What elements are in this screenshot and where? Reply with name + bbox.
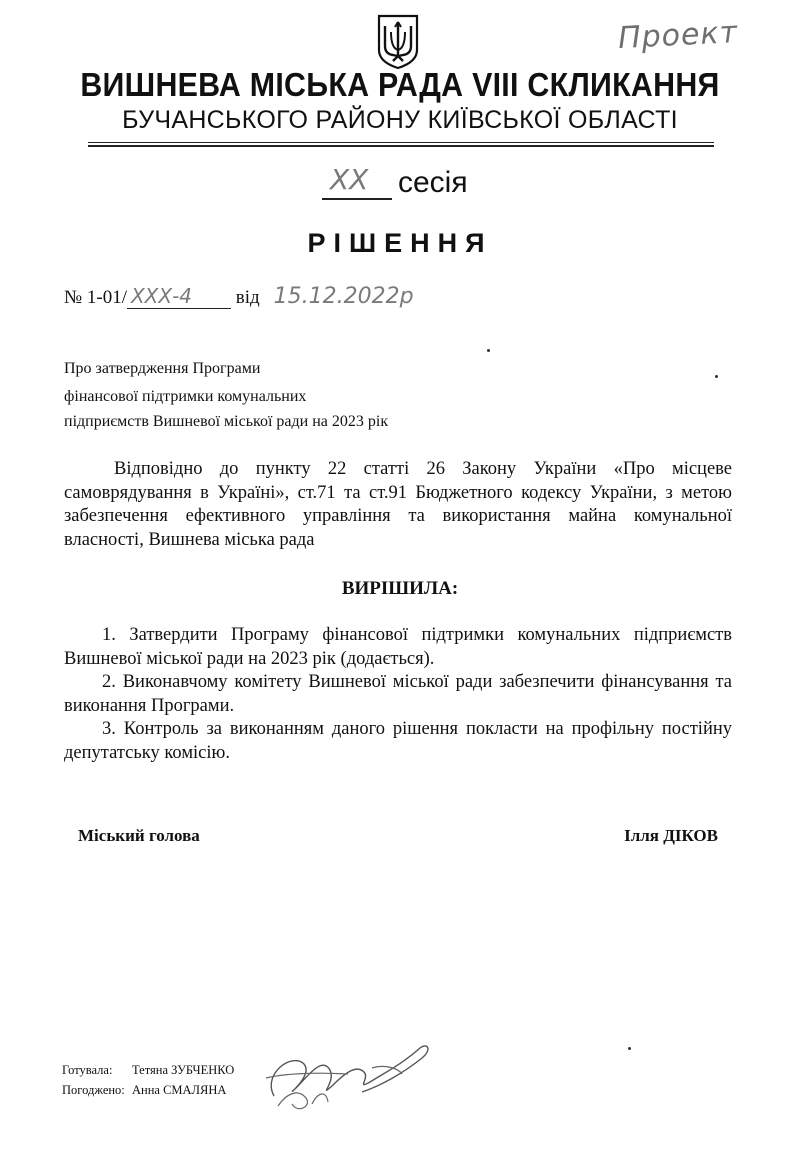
council-subtitle: БУЧАНСЬКОГО РАЙОНУ КИЇВСЬКОЇ ОБЛАСТІ: [122, 106, 678, 134]
decision-number-line: [64, 286, 416, 312]
scan-speck: [487, 349, 490, 352]
subject-line: підприємств Вишневої міської ради на 2023 рік: [64, 413, 389, 430]
session-number-blank: [322, 164, 392, 200]
draft-handwritten-stamp: Проект: [617, 14, 739, 57]
header-divider-thick: [88, 145, 714, 147]
agreed-by-line: [62, 1083, 226, 1098]
scan-speck: [715, 375, 718, 378]
resolution-item: 2. Виконавчому комітету Вишневої міської ради забезпечити фінансування та виконання Програми.: [64, 672, 732, 716]
agreed-by-label: Погоджено:: [62, 1083, 125, 1097]
header-divider-thin: [88, 142, 714, 143]
signatory-position: Міський голова: [78, 826, 200, 845]
document-type-heading: РІШЕННЯ: [307, 228, 493, 258]
prepared-by-name: Тетяна ЗУБЧЕНКО: [132, 1063, 235, 1077]
decision-date-handwritten: 15.12.2022р: [273, 284, 414, 309]
decision-date-blank: [266, 284, 416, 309]
signatory-name: Ілля ДІКОВ: [624, 826, 718, 845]
resolution-item: 1. Затвердити Програму фінансової підтримки комунальних підприємств Вишневої міської ради на 2023 рік (додається).: [64, 625, 732, 669]
preamble-block: [64, 458, 732, 552]
coat-of-arms-icon: [376, 14, 420, 70]
decision-number-blank: [127, 286, 231, 309]
resolution-items: [64, 624, 732, 765]
resolved-heading: ВИРІШИЛА:: [341, 578, 459, 599]
preamble-paragraph: Відповідно до пункту 22 статті 26 Закону України «Про місцеве самоврядування в Україні», ст.71 та ст.91 Бюджетного кодексу України, з метою забезпечення ефективного управління та використання майна комунальної власності, Вишнева міська рада: [64, 459, 732, 550]
handwritten-signature-icon: [252, 1034, 452, 1118]
session-line: [322, 164, 468, 200]
agreed-by-name: Анна СМАЛЯНА: [132, 1083, 227, 1097]
decision-number-handwritten: XXХ-4: [130, 284, 193, 308]
subject-line: фінансової підтримки комунальних: [64, 388, 307, 405]
session-word: сесія: [398, 166, 468, 199]
decision-number-prefix: № 1-01/: [64, 287, 127, 308]
resolution-item: 3. Контроль за виконанням даного рішення покласти на профільну постійну депутатську комісію.: [64, 719, 732, 763]
scan-speck: [628, 1047, 631, 1050]
prepared-by-label: Готувала:: [62, 1063, 113, 1077]
prepared-by-line: [62, 1063, 234, 1078]
council-title: ВИШНЕВА МІСЬКА РАДА VIII СКЛИКАННЯ: [80, 66, 720, 103]
date-from-label: від: [235, 287, 260, 308]
subject-line: Про затвердження Програми: [64, 360, 261, 377]
session-number-handwritten: XX: [330, 163, 369, 196]
